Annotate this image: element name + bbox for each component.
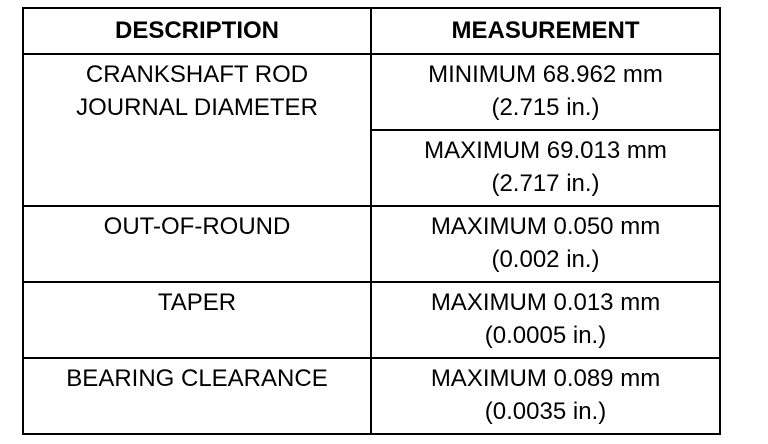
- table-row: [23, 358, 720, 434]
- measurement-metric: MAXIMUM 69.013 mm: [424, 137, 667, 164]
- description-line: CRANKSHAFT ROD: [85, 61, 309, 88]
- measurement-cell: [371, 282, 720, 358]
- measurement-metric: MAXIMUM 0.050 mm: [430, 213, 661, 240]
- specification-table: [22, 7, 721, 435]
- description-cell: [23, 54, 371, 206]
- description-cell: [23, 206, 371, 282]
- header-description: DESCRIPTION: [23, 8, 371, 54]
- measurement-cell: [371, 130, 720, 206]
- measurement-imperial: (0.0005 in.): [484, 322, 607, 349]
- description-cell: [23, 282, 371, 358]
- measurement-imperial: (2.717 in.): [491, 170, 600, 197]
- description-line: BEARING CLEARANCE: [66, 365, 328, 392]
- table-row: [23, 206, 720, 282]
- header-measurement: MEASUREMENT: [371, 8, 720, 54]
- description-line: JOURNAL DIAMETER: [76, 94, 318, 121]
- measurement-cell: [371, 54, 720, 130]
- measurement-metric: MAXIMUM 0.089 mm: [430, 365, 661, 392]
- measurement-imperial: (0.0035 in.): [484, 398, 607, 425]
- measurement-cell: [371, 206, 720, 282]
- description-line: TAPER: [157, 289, 237, 316]
- measurement-metric: MINIMUM 68.962 mm: [428, 61, 663, 88]
- measurement-imperial: (2.715 in.): [491, 94, 600, 121]
- measurement-cell: [371, 358, 720, 434]
- description-cell: [23, 358, 371, 434]
- table-row: [23, 54, 720, 130]
- measurement-metric: MAXIMUM 0.013 mm: [430, 289, 661, 316]
- measurement-imperial: (0.002 in.): [491, 246, 600, 273]
- table-row: [23, 282, 720, 358]
- header-row: [23, 8, 720, 54]
- description-line: OUT-OF-ROUND: [103, 213, 291, 240]
